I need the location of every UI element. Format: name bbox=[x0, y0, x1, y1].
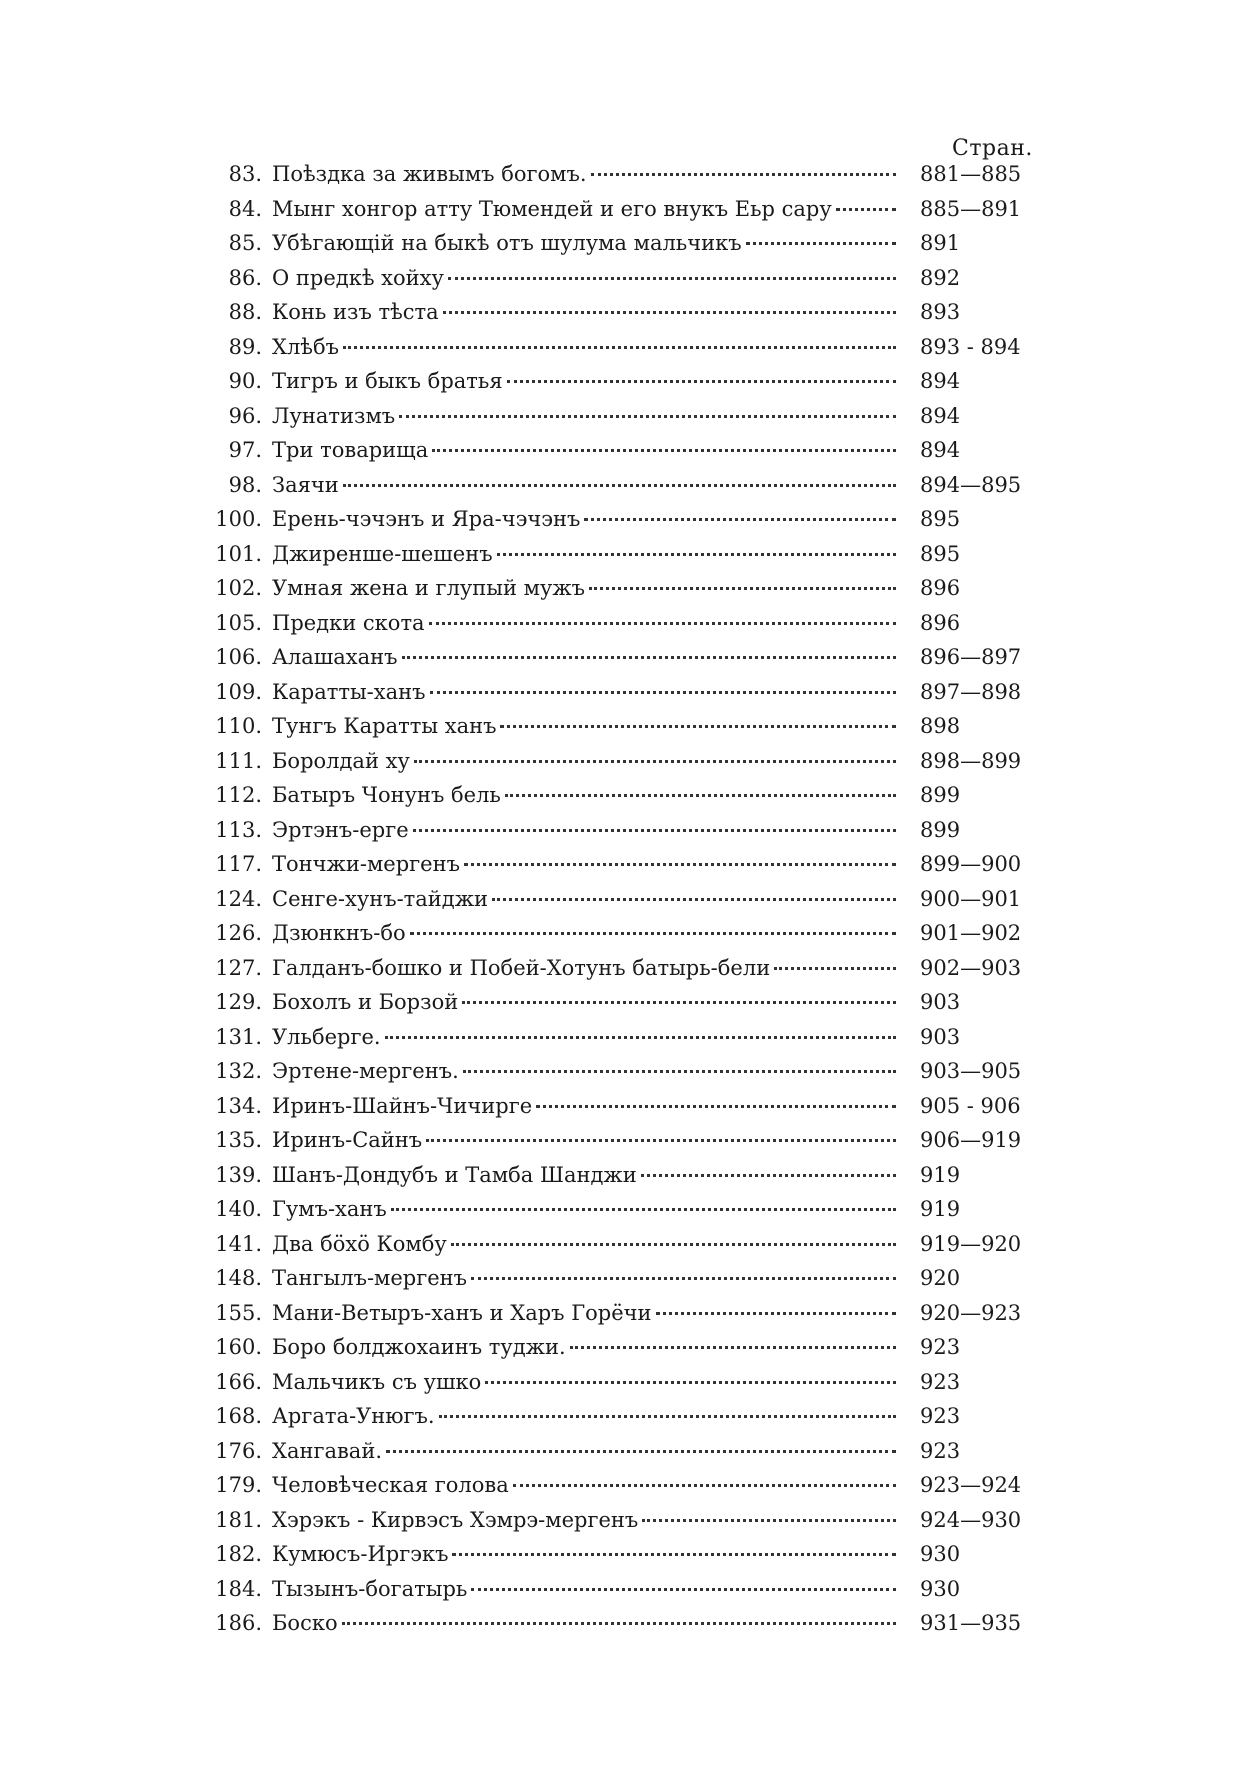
entry-pages: 896 bbox=[920, 610, 961, 635]
entry-pages: 897—898 bbox=[920, 679, 1022, 704]
entry-number: 135. bbox=[215, 1128, 262, 1152]
entry-title: Хлѣбъ bbox=[272, 334, 339, 359]
entry-number: 139. bbox=[215, 1162, 262, 1187]
entry-number: 84. bbox=[228, 196, 262, 221]
entry-number: 98. bbox=[228, 472, 262, 497]
entry-title: Галданъ-бошко и Побей-Хотунъ батырь-бели bbox=[272, 955, 771, 980]
entry-title: Иринъ-Шайнъ-Чичирге bbox=[272, 1093, 533, 1118]
dot-leader bbox=[414, 760, 896, 763]
toc-entry bbox=[190, 1611, 1070, 1646]
entry-pages: 902—903 bbox=[920, 955, 1022, 980]
dot-leader bbox=[464, 863, 896, 866]
entry-pages: 894 bbox=[920, 438, 961, 462]
entry-number: 112. bbox=[215, 783, 262, 807]
entry-number: 105. bbox=[215, 610, 262, 635]
entry-number: 131. bbox=[215, 1024, 262, 1049]
entry-title: Боро болджохаинъ туджи. bbox=[272, 1335, 566, 1359]
entry-number: 168. bbox=[215, 1404, 262, 1428]
entry-number: 85. bbox=[228, 231, 262, 255]
entry-title: Хангавай. bbox=[272, 1438, 383, 1463]
dot-leader bbox=[471, 1588, 896, 1591]
entry-title: Тунгъ Каратты ханъ bbox=[272, 714, 497, 738]
entry-title: Конь изъ тѣста bbox=[272, 300, 439, 324]
dot-leader bbox=[413, 829, 896, 832]
entry-number: 111. bbox=[215, 748, 262, 773]
toc-entry bbox=[190, 1335, 1070, 1370]
entry-title: Мальчикъ съ ушко bbox=[272, 1369, 482, 1394]
entry-pages: 920 bbox=[920, 1266, 961, 1290]
entry-title: Тангылъ-мергенъ bbox=[272, 1266, 468, 1290]
entry-number: 113. bbox=[215, 817, 262, 842]
entry-number: 160. bbox=[215, 1335, 262, 1359]
dot-leader bbox=[391, 1208, 896, 1211]
entry-title: Предки скота bbox=[272, 610, 425, 635]
entry-title: Тигръ и быкъ братья bbox=[272, 369, 503, 393]
toc-entry bbox=[190, 1370, 1070, 1405]
entry-title: Ерень-чэчэнъ и Яра-чэчэнъ bbox=[272, 507, 581, 531]
entry-title: О предкѣ хойху bbox=[272, 265, 444, 290]
entry-number: 97. bbox=[228, 438, 262, 462]
toc-entry bbox=[190, 1059, 1070, 1094]
entry-pages: 891 bbox=[920, 231, 961, 255]
entry-pages: 930 bbox=[920, 1576, 961, 1601]
entry-pages: 924—930 bbox=[920, 1507, 1022, 1532]
dot-leader bbox=[641, 1174, 896, 1177]
entry-title: Дзюнкнъ-бо bbox=[272, 921, 406, 945]
entry-title: Сенге-хунъ-тайджи bbox=[272, 886, 489, 911]
toc-entry bbox=[190, 783, 1070, 818]
entry-title: Аргата-Унюгъ. bbox=[272, 1404, 435, 1428]
entry-title: Хэрэкъ - Кирвэсъ Хэмрэ-мергенъ bbox=[272, 1507, 639, 1532]
dot-leader bbox=[429, 622, 896, 625]
entry-number: 109. bbox=[215, 679, 262, 704]
entry-number: 186. bbox=[215, 1611, 262, 1635]
entry-pages: 896 bbox=[920, 576, 961, 600]
entry-pages: 919—920 bbox=[920, 1231, 1022, 1256]
dot-leader bbox=[386, 1450, 896, 1453]
entry-title: Тызынъ-богатырь bbox=[272, 1576, 468, 1601]
entry-title: Эртэнъ-ерге bbox=[272, 817, 409, 842]
toc-entry bbox=[190, 1473, 1070, 1508]
toc-entry bbox=[190, 611, 1070, 646]
entry-title: Три товарища bbox=[272, 438, 429, 462]
entry-pages: 893 - 894 bbox=[920, 334, 1021, 359]
toc-entry bbox=[190, 1439, 1070, 1474]
entry-pages: 923 bbox=[920, 1335, 961, 1359]
toc-entry bbox=[190, 645, 1070, 680]
dot-leader bbox=[497, 553, 896, 556]
entry-number: 184. bbox=[215, 1576, 262, 1601]
toc-entry bbox=[190, 231, 1070, 266]
dot-leader bbox=[443, 311, 896, 314]
entry-pages: 896—897 bbox=[920, 645, 1022, 669]
dot-leader bbox=[500, 725, 896, 728]
entry-title: Убѣгающій на быкѣ отъ шулума мальчикъ bbox=[272, 231, 742, 255]
entry-number: 182. bbox=[215, 1542, 262, 1566]
dot-leader bbox=[513, 1484, 896, 1487]
entry-pages: 898 bbox=[920, 714, 961, 738]
entry-pages: 894 bbox=[920, 403, 961, 428]
dot-leader bbox=[342, 1622, 896, 1625]
toc-entry bbox=[190, 1577, 1070, 1612]
dot-leader bbox=[451, 1243, 896, 1246]
pages-column-header: Стран. bbox=[952, 136, 1033, 161]
toc-entry bbox=[190, 542, 1070, 577]
toc-entry bbox=[190, 887, 1070, 922]
toc-entry bbox=[190, 990, 1070, 1025]
toc-entry bbox=[190, 1301, 1070, 1336]
toc-entry bbox=[190, 1197, 1070, 1232]
dot-leader bbox=[399, 415, 896, 418]
entry-number: 132. bbox=[215, 1059, 262, 1083]
entry-number: 83. bbox=[228, 162, 262, 186]
entry-title: Эртене-мергенъ. bbox=[272, 1059, 459, 1083]
entry-pages: 931—935 bbox=[920, 1611, 1022, 1635]
entry-number: 181. bbox=[215, 1507, 262, 1532]
dot-leader bbox=[642, 1519, 896, 1522]
entry-title: Каратты-ханъ bbox=[272, 679, 426, 704]
toc-entry bbox=[190, 1025, 1070, 1060]
toc-entry bbox=[190, 507, 1070, 542]
entry-title: Мани-Ветыръ-ханъ и Харъ Горёчи bbox=[272, 1300, 652, 1325]
toc-entry bbox=[190, 956, 1070, 991]
toc-entry bbox=[190, 1542, 1070, 1577]
entry-number: 148. bbox=[215, 1266, 262, 1290]
dot-leader bbox=[836, 208, 896, 211]
dot-leader bbox=[492, 898, 896, 901]
entry-number: 90. bbox=[228, 369, 262, 393]
entry-pages: 894—895 bbox=[920, 472, 1022, 497]
entry-pages: 919 bbox=[920, 1197, 961, 1221]
entry-title: Умная жена и глупый мужъ bbox=[272, 576, 586, 600]
toc-entry bbox=[190, 680, 1070, 715]
entry-number: 106. bbox=[215, 645, 262, 669]
toc-entry bbox=[190, 438, 1070, 473]
toc-entry bbox=[190, 818, 1070, 853]
dot-leader bbox=[485, 1381, 896, 1384]
entry-title: Иринъ-Сайнъ bbox=[272, 1128, 423, 1152]
dot-leader bbox=[402, 656, 896, 659]
entry-number: 134. bbox=[215, 1093, 262, 1118]
entry-pages: 892 bbox=[920, 265, 961, 290]
entry-title: Ульберге. bbox=[272, 1024, 381, 1049]
entry-number: 179. bbox=[215, 1473, 262, 1497]
dot-leader bbox=[589, 587, 896, 590]
dot-leader bbox=[471, 1277, 896, 1280]
entry-pages: 923—924 bbox=[920, 1473, 1022, 1497]
toc-entry bbox=[190, 714, 1070, 749]
toc-entry bbox=[190, 1508, 1070, 1543]
dot-leader bbox=[343, 346, 896, 349]
entry-pages: 898—899 bbox=[920, 748, 1022, 773]
dot-leader bbox=[584, 518, 896, 521]
entry-number: 89. bbox=[228, 334, 262, 359]
entry-title: Джиренше-шешенъ bbox=[272, 541, 493, 566]
dot-leader bbox=[410, 932, 896, 935]
entry-pages: 923 bbox=[920, 1404, 961, 1428]
entry-pages: 894 bbox=[920, 369, 961, 393]
entry-pages: 895 bbox=[920, 507, 961, 531]
dot-leader bbox=[746, 242, 896, 245]
dot-leader bbox=[505, 794, 896, 797]
table-of-contents bbox=[190, 162, 1070, 1646]
entry-pages: 881—885 bbox=[920, 162, 1022, 186]
entry-title: Кумюсъ-Иргэкъ bbox=[272, 1542, 449, 1566]
entry-pages: 895 bbox=[920, 541, 961, 566]
entry-title: Мынг хонгор атту Тюмендей и его внукъ Еьр сару bbox=[272, 196, 832, 221]
dot-leader bbox=[507, 380, 896, 383]
dot-leader bbox=[463, 1070, 896, 1073]
toc-entry bbox=[190, 1094, 1070, 1129]
dot-leader bbox=[426, 1139, 896, 1142]
toc-entry bbox=[190, 1266, 1070, 1301]
entry-pages: 899—900 bbox=[920, 852, 1022, 876]
dot-leader bbox=[536, 1105, 896, 1108]
entry-title: Поѣздка за живымъ богомъ. bbox=[272, 162, 587, 186]
entry-number: 101. bbox=[215, 541, 262, 566]
toc-entry bbox=[190, 404, 1070, 439]
entry-number: 141. bbox=[215, 1231, 262, 1256]
entry-pages: 906—919 bbox=[920, 1128, 1022, 1152]
dot-leader bbox=[462, 1001, 896, 1004]
dot-leader bbox=[452, 1553, 896, 1556]
entry-title: Два бöхö Комбу bbox=[272, 1231, 447, 1256]
toc-entry bbox=[190, 1232, 1070, 1267]
entry-pages: 903 bbox=[920, 990, 961, 1014]
toc-entry bbox=[190, 473, 1070, 508]
entry-number: 126. bbox=[215, 921, 262, 945]
entry-title: Гумъ-ханъ bbox=[272, 1197, 387, 1221]
toc-entry bbox=[190, 576, 1070, 611]
entry-number: 155. bbox=[215, 1300, 262, 1325]
dot-leader bbox=[343, 484, 896, 487]
toc-entry bbox=[190, 369, 1070, 404]
toc-entry bbox=[190, 1404, 1070, 1439]
entry-title: Шанъ-Дондубъ и Тамба Шанджи bbox=[272, 1162, 637, 1187]
entry-number: 166. bbox=[215, 1369, 262, 1394]
entry-number: 86. bbox=[228, 265, 262, 290]
entry-title: Алашаханъ bbox=[272, 645, 398, 669]
entry-pages: 893 bbox=[920, 300, 961, 324]
entry-pages: 903 bbox=[920, 1024, 961, 1049]
toc-entry bbox=[190, 921, 1070, 956]
toc-entry bbox=[190, 1128, 1070, 1163]
entry-pages: 900—901 bbox=[920, 886, 1022, 911]
entry-title: Тончжи-мергенъ bbox=[272, 852, 460, 876]
toc-entry bbox=[190, 335, 1070, 370]
entry-pages: 920—923 bbox=[920, 1300, 1022, 1325]
dot-leader bbox=[448, 277, 896, 280]
entry-title: Лунатизмъ bbox=[272, 403, 396, 428]
entry-title: Батыръ Чонунъ бель bbox=[272, 783, 501, 807]
dot-leader bbox=[591, 173, 897, 176]
entry-pages: 930 bbox=[920, 1542, 961, 1566]
entry-number: 127. bbox=[215, 955, 262, 980]
entry-number: 129. bbox=[215, 990, 262, 1014]
entry-pages: 903—905 bbox=[920, 1059, 1022, 1083]
dot-leader bbox=[774, 967, 896, 970]
entry-number: 88. bbox=[228, 300, 262, 324]
entry-title: Бохолъ и Борзой bbox=[272, 990, 459, 1014]
entry-number: 117. bbox=[215, 852, 262, 876]
entry-pages: 923 bbox=[920, 1438, 961, 1463]
dot-leader bbox=[432, 449, 896, 452]
dot-leader bbox=[430, 691, 896, 694]
entry-number: 102. bbox=[215, 576, 262, 600]
toc-entry bbox=[190, 266, 1070, 301]
dot-leader bbox=[570, 1346, 896, 1349]
entry-number: 110. bbox=[215, 714, 262, 738]
dot-leader bbox=[385, 1036, 896, 1039]
entry-pages: 899 bbox=[920, 783, 961, 807]
entry-number: 124. bbox=[215, 886, 262, 911]
entry-pages: 901—902 bbox=[920, 921, 1022, 945]
toc-entry bbox=[190, 749, 1070, 784]
entry-pages: 885—891 bbox=[920, 196, 1022, 221]
entry-title: Заячи bbox=[272, 472, 339, 497]
entry-number: 176. bbox=[215, 1438, 262, 1463]
entry-title: Боролдай ху bbox=[272, 748, 410, 773]
entry-pages: 923 bbox=[920, 1369, 961, 1394]
entry-pages: 919 bbox=[920, 1162, 961, 1187]
toc-entry bbox=[190, 197, 1070, 232]
toc-entry bbox=[190, 300, 1070, 335]
toc-entry bbox=[190, 852, 1070, 887]
toc-entry bbox=[190, 1163, 1070, 1198]
entry-number: 96. bbox=[228, 403, 262, 428]
entry-pages: 905 - 906 bbox=[920, 1093, 1021, 1118]
entry-pages: 899 bbox=[920, 817, 961, 842]
toc-entry bbox=[190, 162, 1070, 197]
dot-leader bbox=[439, 1415, 896, 1418]
dot-leader bbox=[656, 1312, 896, 1315]
entry-number: 100. bbox=[215, 507, 262, 531]
entry-number: 140. bbox=[215, 1197, 262, 1221]
entry-title: Боско bbox=[272, 1611, 338, 1635]
entry-title: Человѣческая голова bbox=[272, 1473, 509, 1497]
